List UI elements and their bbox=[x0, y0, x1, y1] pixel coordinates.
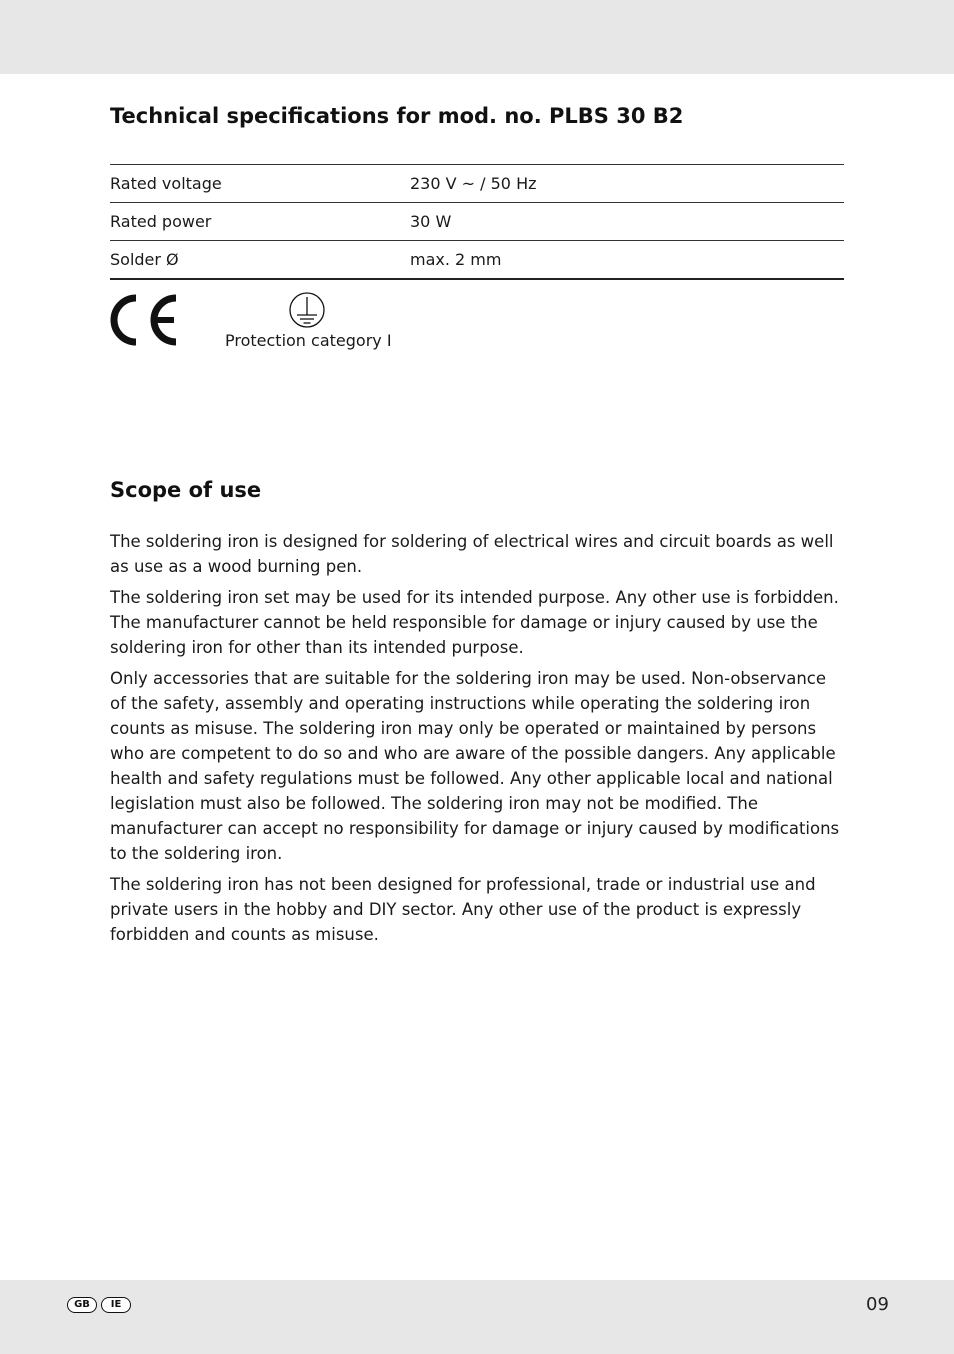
spec-label-solder: Solder Ø bbox=[110, 241, 410, 279]
spec-label-voltage: Rated voltage bbox=[110, 165, 410, 203]
scope-section-title: Scope of use bbox=[110, 478, 262, 502]
country-badges bbox=[67, 1297, 131, 1313]
ce-mark-icon bbox=[108, 294, 182, 346]
spec-section-title: Technical specifications for mod. no. PLBS 30 B2 bbox=[110, 104, 684, 128]
table-row bbox=[110, 241, 844, 279]
scope-paragraph: The soldering iron set may be used for its intended purpose. Any other use is forbidden. The manufacturer cannot be held responsible for damage or injury caused by use the soldering iron for other than its intended purpose. bbox=[110, 588, 839, 657]
scope-paragraph: The soldering iron is designed for soldering of electrical wires and circuit boards as well as use as a wood burning pen. bbox=[110, 532, 834, 576]
spec-value-solder: max. 2 mm bbox=[410, 241, 844, 279]
footer-band bbox=[0, 1280, 954, 1354]
page-number: 09 bbox=[866, 1294, 889, 1315]
header-band bbox=[0, 0, 954, 74]
table-row bbox=[110, 203, 844, 241]
spec-label-power: Rated power bbox=[110, 203, 410, 241]
spec-table bbox=[110, 164, 844, 280]
table-row bbox=[110, 165, 844, 203]
protective-earth-icon bbox=[288, 291, 326, 329]
country-badge-ie: IE bbox=[101, 1297, 131, 1313]
spec-value-power: 30 W bbox=[410, 203, 844, 241]
scope-body bbox=[110, 529, 844, 953]
country-badge-gb: GB bbox=[67, 1297, 97, 1313]
scope-paragraph: The soldering iron has not been designed for professional, trade or industrial use and private users in the hobby and DIY sector. Any other use of the product is expressly forbidden and counts as misuse. bbox=[110, 875, 816, 944]
scope-paragraph: Only accessories that are suitable for the soldering iron may be used. Non-observance of the safety, assembly and operating instructions while operating the soldering iron counts as misuse. The soldering iron may only be operated or maintained by persons who are competent to do so and who are aware of the possible dangers. Any applicable health and safety regulations must be followed. Any other applicable local and national legislation must also be followed. The soldering iron may not be modified. The manufacturer can accept no responsibility for damage or injury caused by modifications to the soldering iron. bbox=[110, 669, 840, 863]
protection-category-label: Protection category I bbox=[225, 331, 392, 350]
spec-value-voltage: 230 V ~ / 50 Hz bbox=[410, 165, 844, 203]
